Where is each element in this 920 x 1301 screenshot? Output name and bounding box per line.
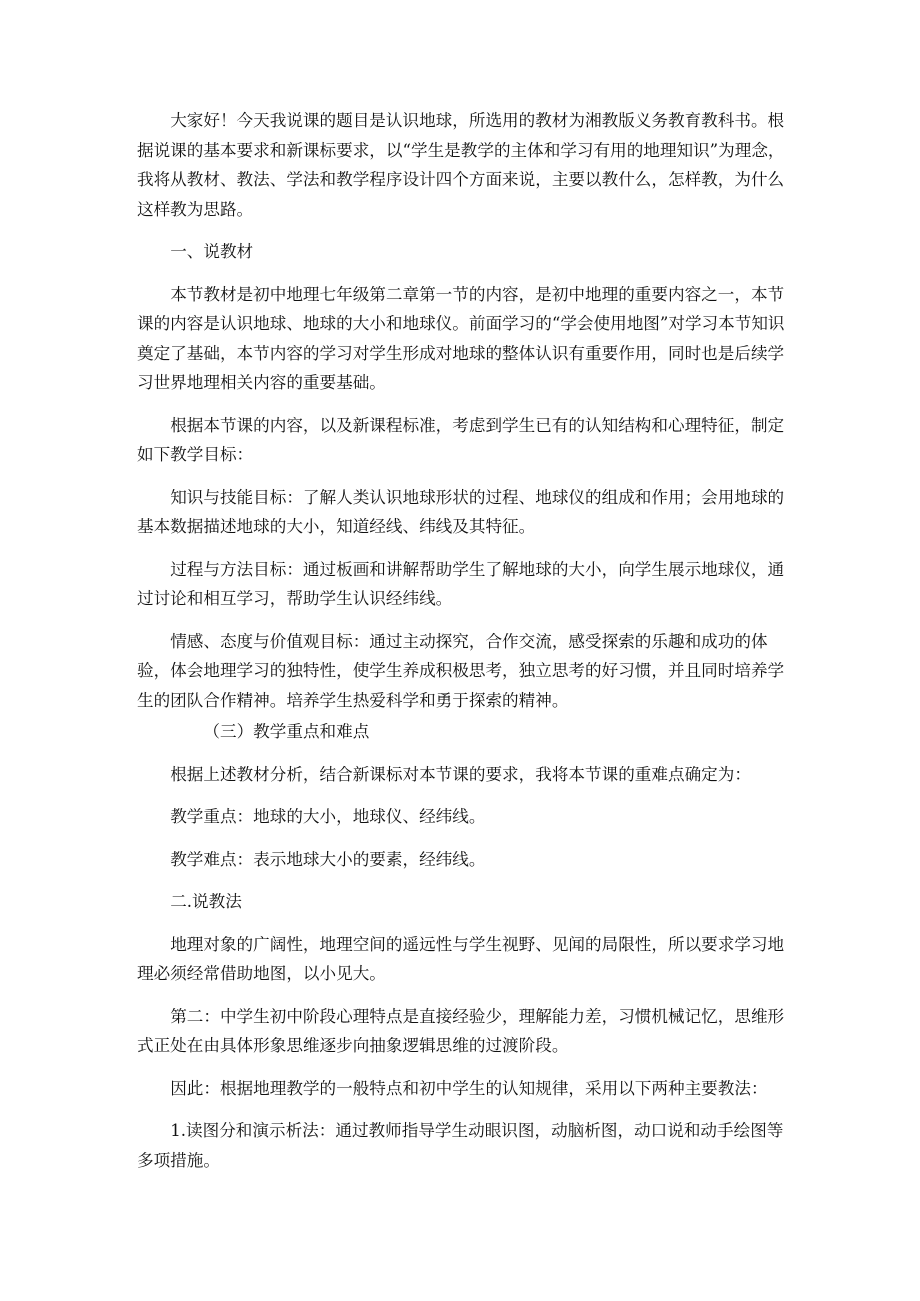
methods-intro-paragraph: 因此：根据地理教学的一般特点和初中学生的认知规律，采用以下两种主要教法：	[170, 1078, 768, 1098]
knowledge-goal-paragraph: 知识与技能目标：了解人类认识地球形状的过程、地球仪的组成和作用；会用地球的基本数据描述地球的大小，知道经线、纬线及其特征。	[137, 487, 785, 536]
emotion-goal-paragraph: 情感、态度与价值观目标：通过主动探究，合作交流，感受探索的乐趣和成功的体验，体会地理学习的独特性，使学生养成积极思考，独立思考的好习惯，并且同时培养学生的团队合作精神。培养学生热爱科学和勇于探索的精神。	[137, 631, 785, 710]
subsection-heading-keypoints: （三）教学重点和难点	[203, 722, 370, 741]
geography-nature-paragraph: 地理对象的广阔性，地理空间的遥远性与学生视野、见闻的局限性，所以要求学习地理必须经常借助地图，以小见大。	[137, 934, 785, 983]
intro-paragraph: 大家好！今天我说课的题目是认识地球，所选用的教材为湘教版义务教育教科书。根据说课的基本要求和新课标要求，以“学生是教学的主体和学习有用的地理知识”为理念，我将从教材、教法、学法和教学程序设计四个方面来说，主要以教什么，怎样教，为什么这样教为思路。	[137, 111, 785, 219]
document-body	[137, 106, 799, 1188]
textbook-paragraph: 本节教材是初中地理七年级第二章第一节的内容，是初中地理的重要内容之一，本节课的内容是认识地球、地球的大小和地球仪。前面学习的“学会使用地图”对学习本节知识奠定了基础，本节内容的学习对学生形成对地球的整体认识有重要作用，同时也是后续学习世界地理相关内容的重要基础。	[137, 284, 785, 392]
difficult-point-paragraph: 教学难点：表示地球大小的要素，经纬线。	[170, 849, 486, 869]
keypoints-intro-paragraph: 根据上述教材分析，结合新课标对本节课的要求，我将本节课的重难点确定为：	[170, 764, 751, 784]
process-goal-paragraph: 过程与方法目标：通过板画和讲解帮助学生了解地球的大小，向学生展示地球仪，通过讨论和相互学习，帮助学生认识经纬线。	[137, 559, 785, 608]
goals-intro-paragraph: 根据本节课的内容，以及新课程标准，考虑到学生已有的认知结构和心理特征，制定如下教学目标：	[137, 415, 785, 464]
key-point-paragraph: 教学重点：地球的大小，地球仪、经纬线。	[170, 807, 486, 826]
section-heading-teaching-method: 二.说教法	[170, 892, 242, 911]
section-heading-textbook: 一、说教材	[170, 242, 254, 261]
method-one-paragraph: 1.读图分和演示析法：通过教师指导学生动眼识图，动脑析图，动口说和动手绘图等多项措施。	[137, 1121, 784, 1170]
student-psychology-paragraph: 第二：中学生初中阶段心理特点是直接经验少，理解能力差，习惯机械记忆，思维形式正处在由具体形象思维逐步向抽象逻辑思维的过渡阶段。	[137, 1006, 785, 1055]
